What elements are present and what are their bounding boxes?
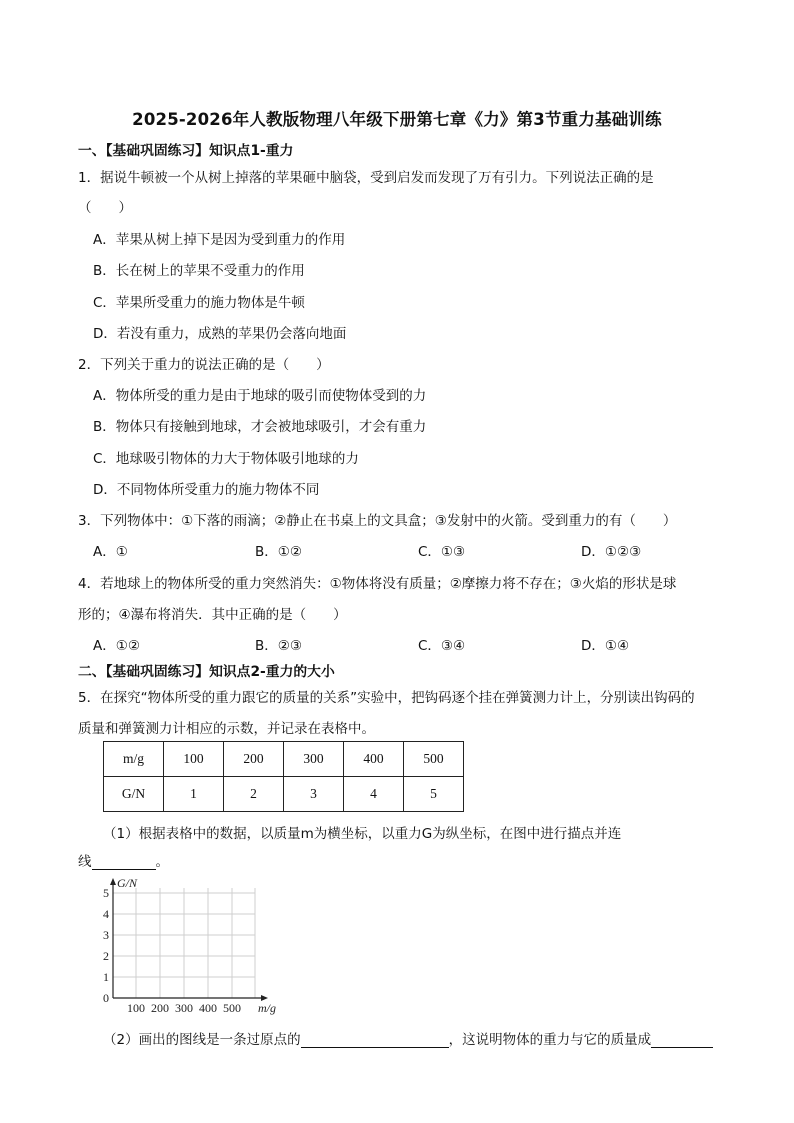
q2-option-a: A．物体所受的重力是由于地球的吸引而使物体受到的力	[93, 388, 427, 404]
y-axis-arrow	[110, 878, 116, 885]
q1-option-d: D．若没有重力，成熟的苹果仍会落向地面	[93, 326, 347, 342]
table-cell: G/N	[104, 777, 164, 812]
q4-options	[93, 634, 733, 654]
x-tick-label: 400	[199, 1001, 217, 1015]
page-title: 2025-2026年人教版物理八年级下册第七章《力》第3节重力基础训练	[132, 110, 662, 129]
table-row	[104, 742, 464, 777]
q5-part2-mid: ，这说明物体的重力与它的质量成	[448, 1032, 652, 1048]
table-cell: 5	[404, 777, 464, 812]
q5-part2-lead: （2）画出的图线是一条过原点的	[103, 1032, 301, 1048]
q3-option-c: C．①③	[418, 544, 466, 560]
answer-blank[interactable]	[651, 1033, 713, 1048]
table-cell: 4	[344, 777, 404, 812]
table-row	[104, 777, 464, 812]
table-cell: 3	[284, 777, 344, 812]
table-cell: 400	[344, 742, 404, 777]
q2-option-c: C．地球吸引物体的力大于物体吸引地球的力	[93, 451, 359, 467]
table-cell: 200	[224, 742, 284, 777]
q5-stem-cont: 质量和弹簧测力计相应的示数，并记录在表格中。	[78, 721, 375, 737]
q4-option-a: A．①②	[93, 638, 140, 654]
section-heading-1: 一、【基础巩固练习】知识点1-重力	[78, 143, 294, 159]
y-tick-label: 0	[103, 991, 109, 1005]
grid-lines	[113, 888, 255, 998]
y-tick-label: 5	[103, 886, 109, 900]
q5-part2	[103, 1028, 713, 1048]
table-cell: 1	[164, 777, 224, 812]
x-tick-label: 200	[151, 1001, 169, 1015]
q1-option-b: B．长在树上的苹果不受重力的作用	[93, 263, 305, 279]
q4-option-d: D．①④	[581, 638, 630, 654]
q5-part1-cont	[78, 850, 169, 870]
table-cell: 2	[224, 777, 284, 812]
y-tick-label: 4	[103, 907, 109, 921]
q3-option-a: A．①	[93, 544, 128, 560]
q3-option-b: B．①②	[255, 544, 302, 560]
q5-part1: （1）根据表格中的数据，以质量m为横坐标，以重力G为纵坐标，在图中进行描点并连	[103, 826, 622, 842]
x-tick-label: 100	[127, 1001, 145, 1015]
blank-graph-grid	[98, 876, 288, 1016]
y-axis-label: G/N	[117, 876, 138, 890]
section-heading-2: 二、【基础巩固练习】知识点2-重力的大小	[78, 664, 335, 680]
q4-stem-cont: 形的；④瀑布将消失．其中正确的是（ ）	[78, 607, 347, 623]
answer-blank[interactable]	[92, 855, 156, 870]
x-tick-label: 300	[175, 1001, 193, 1015]
q4-option-c: C．③④	[418, 638, 466, 654]
q4-option-b: B．②③	[255, 638, 302, 654]
q2-option-b: B．物体只有接触到地球，才会被地球吸引，才会有重力	[93, 419, 427, 435]
y-tick-label: 2	[103, 949, 109, 963]
y-tick-label: 3	[103, 928, 109, 942]
table-cell: m/g	[104, 742, 164, 777]
table-cell: 300	[284, 742, 344, 777]
q1-stem-bracket: （ ）	[78, 200, 132, 216]
q3-stem: 3．下列物体中：①下落的雨滴；②静止在书桌上的文具盒；③发射中的火箭。受到重力的有（ ）	[78, 513, 677, 529]
table-cell: 500	[404, 742, 464, 777]
q3-options	[93, 540, 733, 560]
mass-weight-table	[103, 741, 464, 812]
q5-part1-end: 。	[155, 854, 169, 870]
q5-stem: 5．在探究“物体所受的重力跟它的质量的关系”实验中，把钩码逐个挂在弹簧测力计上，分别读出钩码的	[78, 690, 695, 706]
q4-stem: 4．若地球上的物体所受的重力突然消失：①物体将没有质量；②摩擦力将不存在；③火焰的形状是球	[78, 576, 677, 592]
answer-blank[interactable]	[301, 1033, 449, 1048]
table-cell: 100	[164, 742, 224, 777]
q5-part1-lead: 线	[78, 854, 92, 870]
y-tick-label: 1	[103, 970, 109, 984]
q1-stem: 1．据说牛顿被一个从树上掉落的苹果砸中脑袋，受到启发而发现了万有引力。下列说法正确的是	[78, 170, 654, 186]
x-tick-label: 500	[223, 1001, 241, 1015]
x-axis-label: m/g	[258, 1001, 276, 1015]
q2-option-d: D．不同物体所受重力的施力物体不同	[93, 482, 320, 498]
q1-option-a: A．苹果从树上掉下是因为受到重力的作用	[93, 232, 346, 248]
q2-stem: 2．下列关于重力的说法正确的是（ ）	[78, 357, 330, 373]
q3-option-d: D．①②③	[581, 544, 642, 560]
q1-option-c: C．苹果所受重力的施力物体是牛顿	[93, 295, 305, 311]
